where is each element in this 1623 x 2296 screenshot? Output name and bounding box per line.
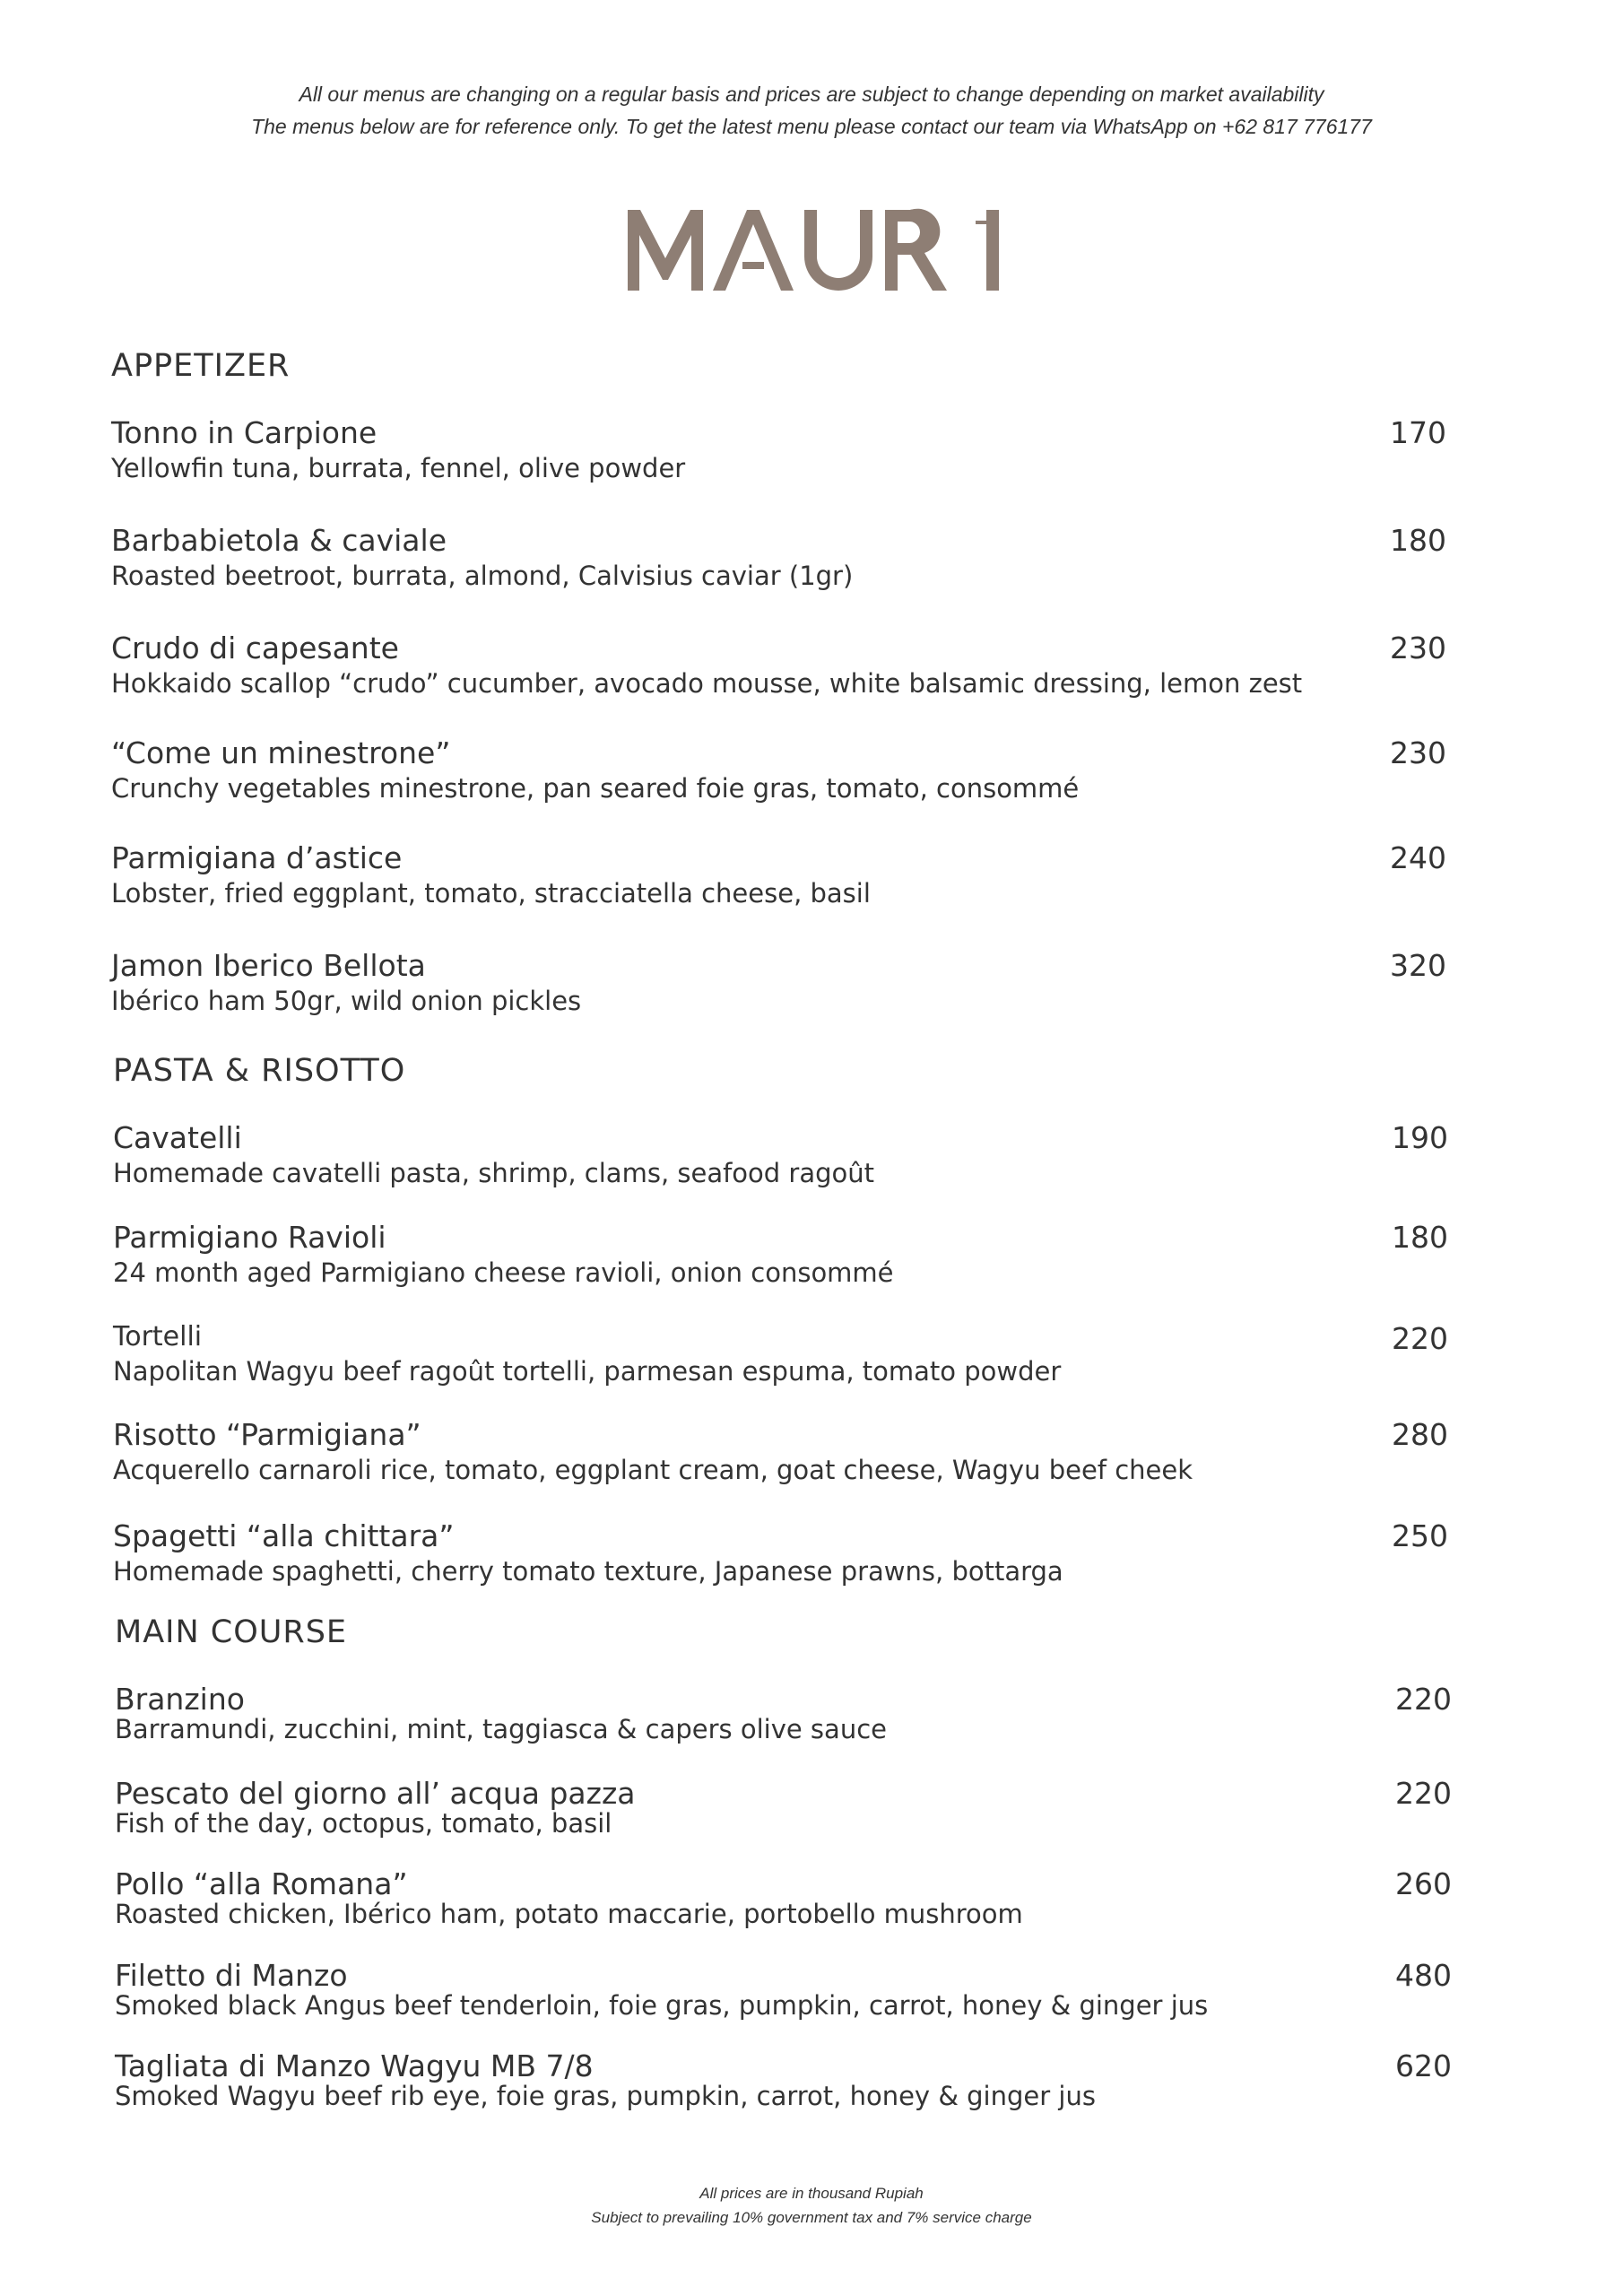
menu-item-name: Parmigiana d’astice	[111, 840, 403, 875]
section-title-main-course: MAIN COURSE	[115, 1614, 348, 1650]
menu-item-price: 260	[1395, 1866, 1452, 1901]
menu-item-name: Tortelli	[113, 1321, 203, 1352]
mauri-logo	[628, 204, 1008, 291]
menu-item-price: 190	[1392, 1120, 1448, 1155]
menu-item-price: 220	[1395, 1682, 1452, 1717]
notice-line-2: The menus below are for reference only. To get the latest menu please contact our team via WhatsApp on +62 817 776177	[251, 115, 1372, 138]
menu-item-name: Cavatelli	[113, 1120, 242, 1155]
menu-item-price: 230	[1390, 631, 1446, 665]
menu-item-description: Yellowfin tuna, burrata, fennel, olive powder	[111, 453, 686, 483]
menu-item-description: Napolitan Wagyu beef ragoût tortelli, parmesan espuma, tomato powder	[113, 1356, 1062, 1387]
menu-item-name: Spagetti “alla chittara”	[113, 1518, 455, 1553]
menu-item-name: Risotto “Parmigiana”	[113, 1417, 421, 1452]
menu-item-description: Lobster, fried eggplant, tomato, stracciatella cheese, basil	[111, 878, 871, 909]
menu-item-price: 220	[1395, 1776, 1452, 1811]
menu-item-description: Barramundi, zucchini, mint, taggiasca & capers olive sauce	[115, 1714, 887, 1744]
menu-item-description: Roasted chicken, Ibérico ham, potato maccarie, portobello mushroom	[115, 1899, 1023, 1929]
menu-item-name: Tagliata di Manzo Wagyu MB 7/8	[115, 2048, 594, 2083]
menu-item-price: 620	[1395, 2048, 1452, 2083]
menu-item-name: Parmigiano Ravioli	[113, 1220, 386, 1255]
menu-item-name: Pollo “alla Romana”	[115, 1866, 408, 1901]
menu-item-price: 220	[1392, 1321, 1448, 1356]
menu-item-description: Smoked black Angus beef tenderloin, foie gras, pumpkin, carrot, honey & ginger jus	[115, 1990, 1209, 2021]
menu-item-description: Roasted beetroot, burrata, almond, Calvisius caviar (1gr)	[111, 561, 854, 591]
menu-item-description: Homemade spaghetti, cherry tomato texture, Japanese prawns, bottarga	[113, 1556, 1063, 1587]
menu-item-price: 180	[1392, 1220, 1448, 1255]
menu-item-name: Filetto di Manzo	[115, 1958, 348, 1993]
menu-item-description: Crunchy vegetables minestrone, pan seared foie gras, tomato, consommé	[111, 773, 1080, 804]
menu-item-description: Hokkaido scallop “crudo” cucumber, avocado mousse, white balsamic dressing, lemon zest	[111, 668, 1303, 699]
menu-item-description: Smoked Wagyu beef rib eye, foie gras, pumpkin, carrot, honey & ginger jus	[115, 2081, 1096, 2111]
menu-item-name: Jamon Iberico Bellota	[111, 948, 426, 983]
menu-item-price: 280	[1392, 1417, 1448, 1452]
menu-item-price: 230	[1390, 735, 1446, 770]
section-title-pasta-risotto: PASTA & RISOTTO	[113, 1053, 406, 1089]
footer-line-1: All prices are in thousand Rupiah	[699, 2185, 924, 2202]
menu-item-price: 170	[1390, 415, 1446, 450]
menu-item-name: Barbabietola & caviale	[111, 523, 447, 558]
menu-item-price: 320	[1390, 948, 1446, 983]
notice-line-1: All our menus are changing on a regular basis and prices are subject to change depending on market availability	[299, 83, 1324, 106]
menu-item-description: Homemade cavatelli pasta, shrimp, clams, seafood ragoût	[113, 1158, 875, 1188]
footer-line-2: Subject to prevailing 10% government tax and 7% service charge	[591, 2209, 1032, 2226]
menu-item-name: Pescato del giorno all’ acqua pazza	[115, 1776, 636, 1811]
menu-item-description: Acquerello carnaroli rice, tomato, eggplant cream, goat cheese, Wagyu beef cheek	[113, 1455, 1193, 1485]
section-title-appetizer: APPETIZER	[111, 348, 291, 384]
menu-item-description: Fish of the day, octopus, tomato, basil	[115, 1808, 612, 1839]
menu-item-description: Ibérico ham 50gr, wild onion pickles	[111, 986, 582, 1016]
menu-item-price: 180	[1390, 523, 1446, 558]
menu-item-description: 24 month aged Parmigiano cheese ravioli, onion consommé	[113, 1257, 894, 1288]
menu-item-name: Branzino	[115, 1682, 245, 1717]
menu-item-name: “Come un minestrone”	[111, 735, 451, 770]
menu-item-price: 250	[1392, 1518, 1448, 1553]
menu-item-price: 480	[1395, 1958, 1452, 1993]
menu-item-name: Tonno in Carpione	[111, 415, 378, 450]
menu-item-price: 240	[1390, 840, 1446, 875]
menu-item-name: Crudo di capesante	[111, 631, 399, 665]
